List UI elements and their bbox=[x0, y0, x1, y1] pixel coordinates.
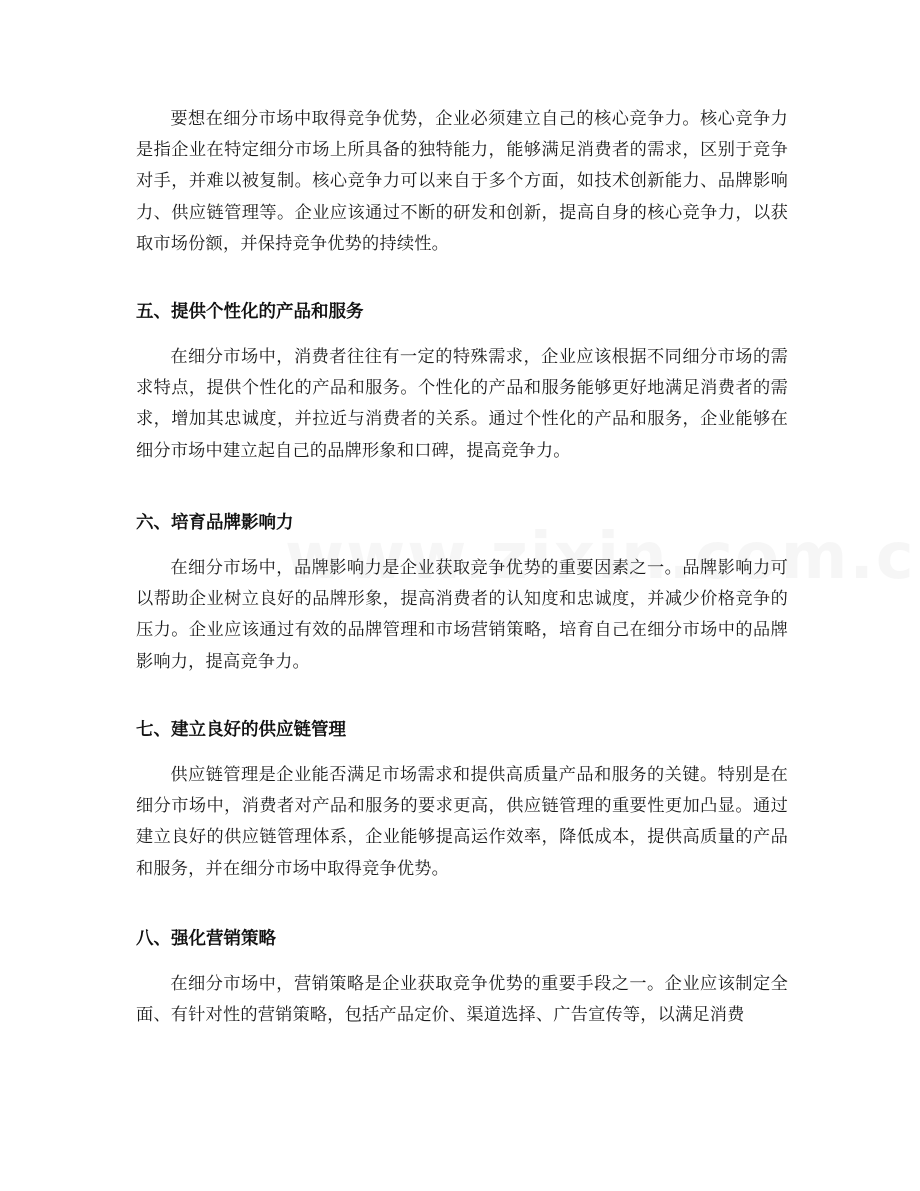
section-heading-8: 八、强化营销策略 bbox=[136, 929, 276, 949]
section-paragraph-6: 在细分市场中，品牌影响力是企业获取竞争优势的重要因素之一。品牌影响力可以帮助企业树立良好的品牌形象，提高消费者的认知度和忠诚度，并减少价格竞争的压力。企业应该通过有效的品牌管理和市场营销策略，培育自己在细分市场中的品牌影响力，提高竞争力。 bbox=[136, 558, 788, 672]
section-heading-5: 五、提供个性化的产品和服务 bbox=[136, 302, 364, 322]
section-paragraph-5: 在细分市场中，消费者往往有一定的特殊需求，企业应该根据不同细分市场的需求特点，提供个性化的产品和服务。个性化的产品和服务能够更好地满足消费者的需求，增加其忠诚度，并拉近与消费者的关系。通过个性化的产品和服务，企业能够在细分市场中建立起自己的品牌形象和口碑，提高竞争力。 bbox=[136, 347, 788, 461]
section-paragraph-7: 供应链管理是企业能否满足市场需求和提供高质量产品和服务的关键。特别是在细分市场中，消费者对产品和服务的要求更高，供应链管理的重要性更加凸显。通过建立良好的供应链管理体系，企业能够提高运作效率，降低成本，提供高质量的产品和服务，并在细分市场中取得竞争优势。 bbox=[136, 765, 788, 879]
section-paragraph-8: 在细分市场中，营销策略是企业获取竞争优势的重要手段之一。企业应该制定全面、有针对性的营销策略，包括产品定价、渠道选择、广告宣传等，以满足消费 bbox=[136, 974, 788, 1026]
intro-paragraph: 要想在细分市场中取得竞争优势，企业必须建立自己的核心竞争力。核心竞争力是指企业在特定细分市场上所具备的独特能力，能够满足消费者的需求，区别于竞争对手，并难以被复制。核心竞争力可以来自于多个方面，如技术创新能力、品牌影响力、供应链管理等。企业应该通过不断的研发和创新，提高自身的核心竞争力，以获取市场份额，并保持竞争优势的持续性。 bbox=[136, 109, 788, 254]
section-heading-6: 六、培育品牌影响力 bbox=[136, 513, 294, 533]
section-heading-7: 七、建立良好的供应链管理 bbox=[136, 720, 346, 740]
